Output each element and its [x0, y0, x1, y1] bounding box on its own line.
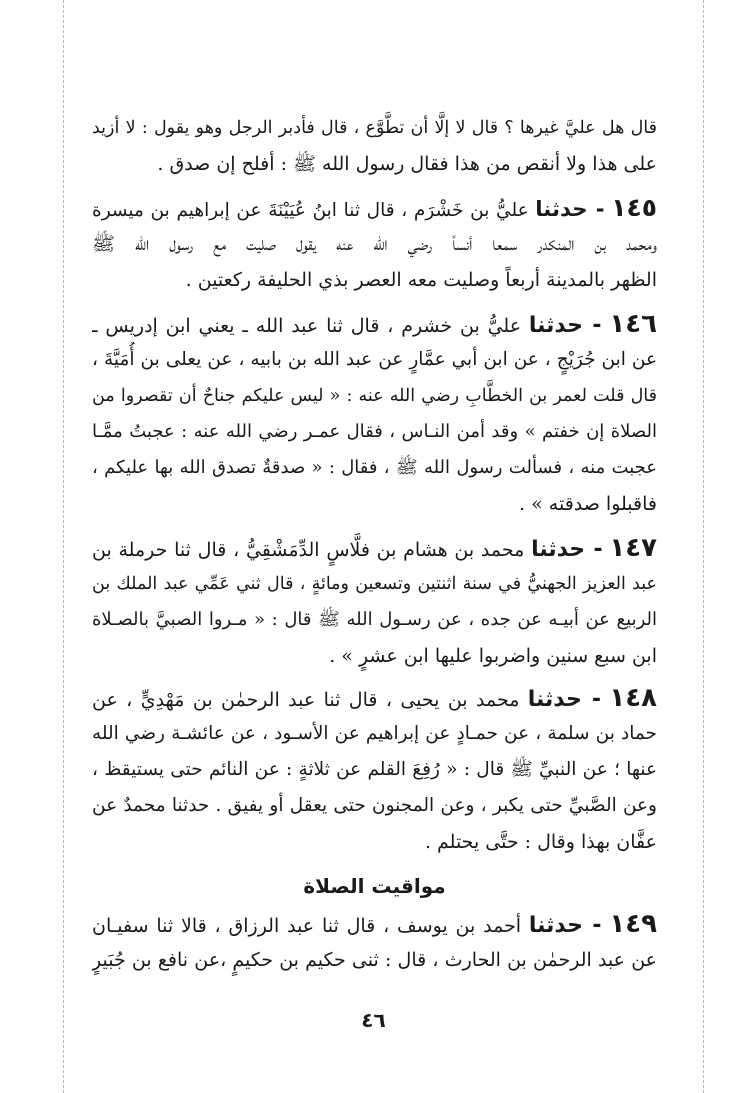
text-line: ابن سبع سنين واضربوا عليها ابن عشرٍ » . [329, 645, 657, 667]
page-number: ٤٦ [361, 1008, 386, 1032]
hadith-label: - حدثنا [528, 913, 602, 938]
hadith-number: ١٤٩ [609, 909, 657, 939]
text-line: عن عبد الرحمٰن بن الحارث ، قال : ثنى حكيم بن حكيمٍ ،عن نافع بن جُبَيرٍ [92, 949, 657, 971]
section-heading: مواقيت الصلاة [303, 874, 446, 898]
hadith-text: محمد بن هشام بن فلَّاسٍ الدِّمَشْقِيُّ ، قال ثنا حرملة بن [92, 539, 525, 561]
hadith-first-line [92, 530, 657, 566]
hadith-first-line [92, 906, 657, 942]
text-line: عبد العزيز الجهنيُّ في سنة اثنتين وتسعين ومائةٍ ، قال ثني عَمِّي عبد الملك بن [92, 574, 657, 594]
text-line: عنها ؛ عن النبيِّ ﷺ قال : « رُفِعَ القلم عن ثلاثةٍ : عن النائم حتى يستيقظ ، [92, 759, 657, 780]
hadith-label: - حدثنا [528, 313, 602, 338]
text-line: قال هل عليَّ غيرها ؟ قال لا إلَّا أن تطَّوَّع ، قال فأدبر الرجل وهو يقول : لا أزيد [92, 118, 657, 138]
hadith-number: ١٤٨ [609, 683, 657, 713]
text-line: الظهر بالمدينة أربعاً وصليت معه العصر بذي الحليفة ركعتين . [185, 269, 657, 291]
text-line: حماد بن سلمة ، عن حمـادٍ عن إبراهيم عن الأسـود ، عن عائشـة رضي الله [92, 723, 657, 744]
hadith-first-line [92, 680, 657, 716]
text-line: عن ابن جُرَيْجٍ ، عن ابن أبي عمَّارٍ عن عبد الله بن بابيه ، عن يعلى بن أُمَيَّةَ ، [92, 349, 657, 370]
text-line: فاقبلوا صدقته » . [519, 493, 657, 515]
text-line: الربيع عن أبيـه عن جده ، عن رسـول الله ﷺ قال : « مـروا الصبيَّ بالصـلاة [92, 609, 657, 630]
text-line: وعن الصَّبيِّ حتى يكبر ، وعن المجنون حتى يعقل أو يفيق . حدثنا محمدٌ عن [92, 795, 657, 816]
hadith-text: أحمد بن يوسف ، قال ثنا عبد الرزاق ، قالا ثنا سفيـان [92, 915, 522, 937]
hadith-label: - حدثنا [535, 197, 605, 222]
hadith-text: عليُّ بن خشرم ، قال ثنا عبد الله ـ يعني ابن إدريس ـ [92, 315, 522, 337]
hadith-text: عليُّ بن خَشْرَم ، قال ثنا ابنُ عُيَيْنَةَ عن إبراهيم بن ميسرة [92, 200, 529, 221]
hadith-label: - حدثنا [527, 687, 601, 712]
page-edge-left [63, 0, 64, 1093]
page-edge-right [703, 0, 704, 1093]
hadith-number: ١٤٥ [611, 193, 657, 222]
hadith-first-line [92, 306, 657, 342]
text-line: على هذا ولا أنقص من هذا فقال رسول الله ﷺ : أفلح إن صدق . [157, 153, 657, 175]
text-line: ومحمد بن المنكدر سمعا أنساً رضي الله عنه يقول صليت مع رسول الله ﷺ [92, 233, 657, 255]
text-line: عفَّان بهذا وقال : حتَّى يحتلم . [424, 831, 657, 853]
hadith-number: ١٤٦ [609, 309, 657, 339]
text-line: الصلاة إن خفتم » وقد أمن النـاس ، فقال عمـر رضي الله عنه : عجبتُ ممَّـا [92, 421, 657, 442]
text-line: عجبت منه ، فسألت رسول الله ﷺ ، فقال : « صدقةٌ تصدق الله بها عليكم ، [92, 457, 657, 478]
hadith-first-line [92, 190, 657, 226]
hadith-number: ١٤٧ [609, 533, 657, 563]
hadith-label: - حدثنا [531, 537, 603, 562]
text-line: قال قلت لعمر بن الخطَّابِ رضي الله عنه : « ليس عليكم جناحٌ أن تقصروا من [92, 386, 657, 406]
hadith-text: محمد بن يحيى ، قال ثنا عبد الرحمٰن بن مَهْدِيٍّ ، عن [92, 689, 520, 711]
